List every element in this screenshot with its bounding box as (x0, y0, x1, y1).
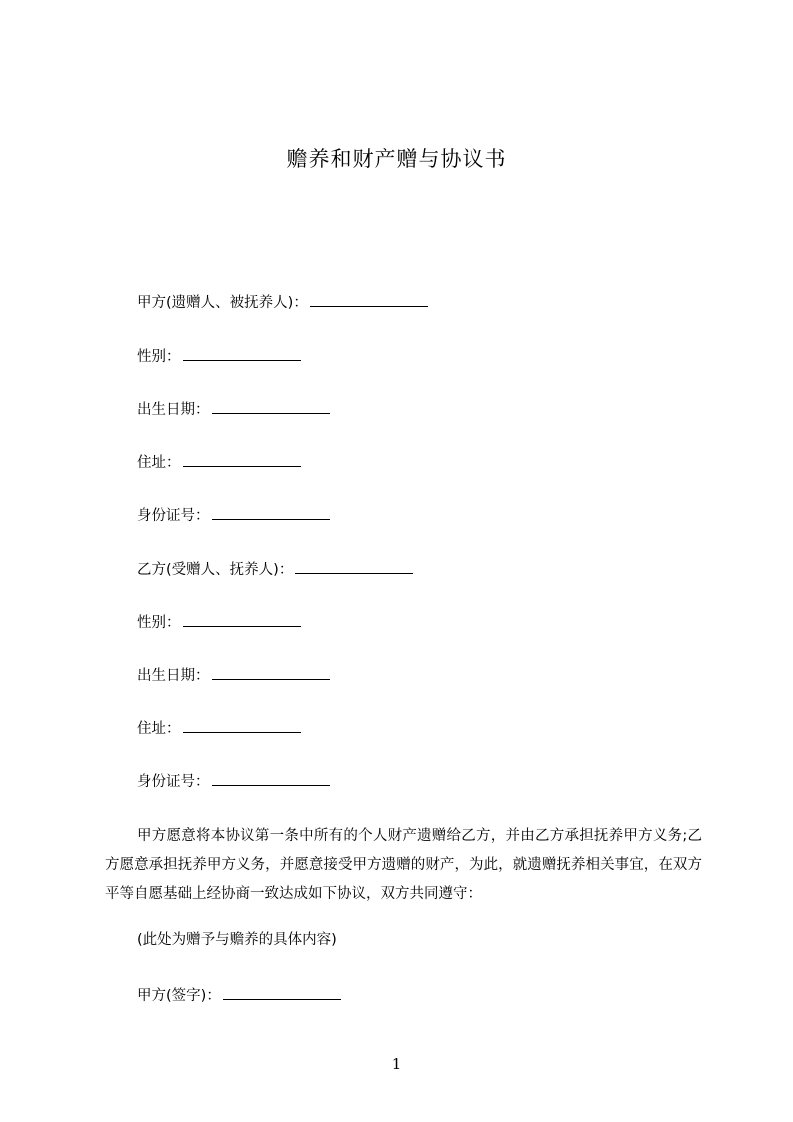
party-a-address-label: 住址： (137, 455, 181, 471)
party-b-address-blank[interactable] (183, 718, 301, 733)
signature-label: 甲方(签字)： (137, 988, 221, 1004)
signature-field (137, 985, 341, 1006)
party-b-label: 乙方(受赠人、抚养人)： (137, 562, 294, 578)
party-a-gender-field (137, 346, 301, 367)
party-a-field (137, 292, 428, 313)
party-a-id-field (137, 505, 330, 526)
party-a-birth-label: 出生日期： (137, 402, 210, 418)
party-a-id-blank[interactable] (212, 505, 330, 520)
party-b-address-label: 住址： (137, 721, 181, 737)
intro-paragraph: 甲方愿意将本协议第一条中所有的个人财产遗赠给乙方，并由乙方承担抚养甲方义务;乙方愿意承担抚养甲方义务，并愿意接受甲方遗赠的财产，为此，就遗赠抚养相关事宜，在双方平等自愿基础上经协商一致达成如下协议，双方共同遵守： (105, 828, 702, 902)
party-b-blank[interactable] (295, 559, 413, 574)
party-b-gender-field (137, 612, 301, 633)
content-note: (此处为赠予与赡养的具体内容) (137, 932, 337, 948)
party-a-gender-blank[interactable] (183, 346, 301, 361)
party-b-birth-field (137, 665, 330, 686)
page-number: 1 (391, 1055, 402, 1073)
party-b-birth-label: 出生日期： (137, 668, 210, 684)
party-b-gender-blank[interactable] (183, 612, 301, 627)
document-title: 赡养和财产赠与协议书 (286, 147, 507, 171)
party-b-id-blank[interactable] (212, 771, 330, 786)
party-b-gender-label: 性别： (137, 615, 181, 631)
party-b-field (137, 559, 413, 580)
party-a-birth-blank[interactable] (212, 399, 330, 414)
party-b-birth-blank[interactable] (212, 665, 330, 680)
party-a-label: 甲方(遗赠人、被抚养人)： (137, 295, 308, 311)
party-b-address-field (137, 718, 301, 739)
party-b-id-label: 身份证号： (137, 774, 210, 790)
party-a-gender-label: 性别： (137, 349, 181, 365)
party-a-address-field (137, 452, 301, 473)
party-a-address-blank[interactable] (183, 452, 301, 467)
party-a-id-label: 身份证号： (137, 508, 210, 524)
signature-blank[interactable] (223, 985, 341, 1000)
party-a-blank[interactable] (310, 292, 428, 307)
party-b-id-field (137, 771, 330, 792)
party-a-birth-field (137, 399, 330, 420)
